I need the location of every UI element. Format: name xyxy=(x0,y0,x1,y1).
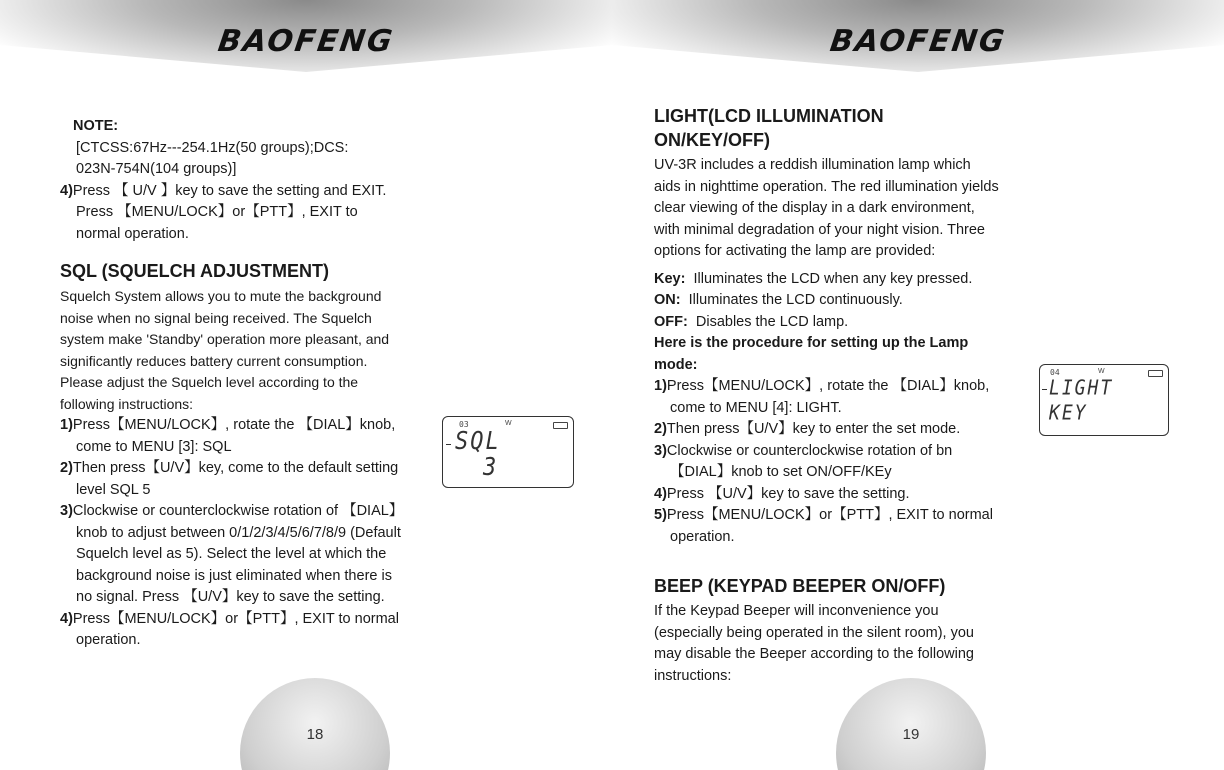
step-text: Press【MENU/LOCK】, rotate the 【DIAL】knob, come to MENU [4]: LIGHT. xyxy=(666,378,990,416)
option-term: Key: xyxy=(654,270,686,287)
lcd-channel: 03 xyxy=(459,420,469,429)
page-tab xyxy=(836,678,986,770)
step-number: 5) xyxy=(654,507,667,523)
step-item xyxy=(60,609,406,652)
step-text: Then press【U/V】key to enter the set mode. xyxy=(666,421,961,437)
procedure-heading: Here is the procedure for setting up the Lamp mode: xyxy=(654,335,969,373)
step-item xyxy=(654,484,1000,506)
lcd-display-light xyxy=(1039,364,1169,436)
left-page-content xyxy=(60,116,406,652)
step-number: 3) xyxy=(60,503,73,519)
section-intro: UV-3R includes a reddish illumination lamp which aids in nighttime operation. The red illumination yields clear viewing of the display in a dark environment, with minimal degradation of your night vision. Three options for activating the lamp are provided: xyxy=(654,157,999,259)
page-number: 19 xyxy=(902,726,920,743)
step-text: Press【MENU/LOCK】, rotate the 【DIAL】knob, come to MENU [3]: SQL xyxy=(72,417,396,455)
option-item xyxy=(654,290,1000,312)
step-item xyxy=(654,505,1000,548)
lcd-channel: 04 xyxy=(1050,368,1060,377)
step-number: 4) xyxy=(654,485,667,502)
lcd-wide-indicator: W xyxy=(1098,368,1105,375)
step-text: Then press【U/V】key, come to the default setting level SQL 5 xyxy=(72,460,399,498)
step-item xyxy=(60,458,406,501)
step-text: Clockwise or counterclockwise rotation of 【DIAL】knob to adjust between 0/1/2/3/4/5/6/7/8/9 (Default Squelch level as 5). Select the level at which the background noise is just eliminated when there is no signal. Press 【U/V】key to save the setting. xyxy=(72,503,404,605)
lcd-wide-indicator: W xyxy=(505,420,512,427)
step-item xyxy=(654,441,1000,484)
section-intro: Squelch System allows you to mute the background noise when no signal being received. The Squelch system make 'Standby' operation more pleasant, and significantly reduces battery current consumption. Please adjust the Squelch level according to the following instructions: xyxy=(60,288,390,412)
battery-icon xyxy=(553,422,568,429)
note-line: 023N-754N(104 groups)] xyxy=(76,161,237,177)
section-intro: If the Keypad Beeper will inconvenience you (especially being operated in the silent room), you may disable the Beeper according to the following instructions: xyxy=(654,603,974,684)
lcd-line-2: KEY xyxy=(1049,401,1088,426)
lcd-line-1: SQL xyxy=(455,427,501,456)
step-number: 3) xyxy=(654,442,667,459)
note-line: [CTCSS:67Hz---254.1Hz(50 groups);DCS: xyxy=(76,139,349,156)
step-number: 1) xyxy=(60,417,73,433)
lcd-display-sql xyxy=(442,416,574,488)
brand-logo: BAOFENG xyxy=(827,24,1009,59)
option-text: Illuminates the LCD continuously. xyxy=(688,292,903,308)
step-text: Clockwise or counterclockwise rotation of bn 【DIAL】knob to set ON/OFF/KEy xyxy=(666,442,953,480)
step-text: Press 【U/V】key to save the setting. xyxy=(666,485,910,502)
right-page xyxy=(612,0,1224,770)
page-tab xyxy=(240,678,390,770)
step-item xyxy=(60,181,406,246)
step-text: Press【MENU/LOCK】or【PTT】, EXIT to normal operation. xyxy=(72,610,399,648)
section-heading-beep: BEEP (KEYPAD BEEPER ON/OFF) xyxy=(654,576,946,596)
section-heading-sql: SQL (SQUELCH ADJUSTMENT) xyxy=(60,261,330,281)
lcd-minus-indicator xyxy=(1042,389,1047,390)
step-number: 4) xyxy=(60,182,73,199)
brand-logo: BAOFENG xyxy=(215,24,397,59)
battery-icon xyxy=(1148,370,1163,377)
option-term: ON: xyxy=(654,292,681,308)
step-number: 2) xyxy=(60,460,73,476)
note-label: NOTE: xyxy=(73,118,119,134)
page-number: 18 xyxy=(306,726,324,743)
step-number: 4) xyxy=(60,610,73,627)
step-text: Press【MENU/LOCK】or【PTT】, EXIT to normal operation. xyxy=(666,507,993,545)
option-text: Disables the LCD lamp. xyxy=(695,313,849,330)
step-item xyxy=(60,501,406,609)
step-item xyxy=(654,419,1000,441)
step-item xyxy=(60,415,406,458)
step-number: 1) xyxy=(654,378,667,394)
step-text: Press 【 U/V 】key to save the setting and EXIT. Press 【MENU/LOCK】or【PTT】, EXIT to normal operation. xyxy=(72,182,387,242)
lcd-line-2: 3 xyxy=(483,453,499,482)
option-item xyxy=(654,269,1000,291)
section-heading-light: LIGHT(LCD ILLUMINATION ON/KEY/OFF) xyxy=(654,106,884,150)
lcd-line-1: LIGHT xyxy=(1049,376,1114,401)
option-text: Illuminates the LCD when any key pressed. xyxy=(693,270,973,287)
option-term: OFF: xyxy=(654,313,688,330)
step-item xyxy=(654,376,1000,419)
step-number: 2) xyxy=(654,421,667,437)
option-item xyxy=(654,312,1000,334)
lcd-minus-indicator xyxy=(446,444,451,445)
right-page-content xyxy=(654,104,1000,687)
